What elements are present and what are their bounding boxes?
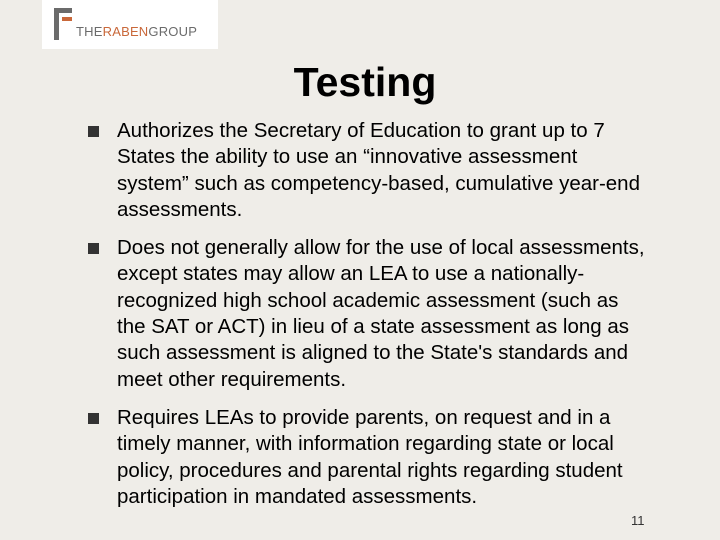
bullet-text: Requires LEAs to provide parents, on request and in a timely manner, with information regarding state or local policy, procedures and parental rights regarding student participation in mandated assessments.: [117, 405, 623, 508]
logo-mark-icon: [54, 8, 72, 40]
page-number: 11: [631, 513, 645, 528]
bullet-text: Does not generally allow for the use of local assessments, except states may allow an LEA to use a nationally-recognized high school academic assessment (such as the SAT or ACT) in lieu of a state assessment as long as such assessment is aligned to the State's standards and meet other requirements.: [117, 236, 645, 391]
logo-text-raben: RABEN: [102, 24, 149, 39]
square-bullet-icon: [88, 413, 99, 424]
square-bullet-icon: [88, 126, 99, 137]
bullet-item: [0, 235, 647, 393]
slide-title: Testing: [293, 59, 437, 105]
bullet-item: [0, 118, 647, 223]
square-bullet-icon: [88, 243, 99, 254]
bullet-text: Authorizes the Secretary of Education to grant up to 7 States the ability to use an “innovative assessment system” such as competency-based, cumulative year-end assessments.: [117, 119, 640, 221]
bullet-list: [0, 118, 720, 522]
logo-text-the: THE: [76, 24, 103, 39]
company-logo: [42, 0, 218, 49]
logo-text-group: GROUP: [148, 24, 198, 39]
bullet-item: [0, 405, 647, 510]
logo-text: [76, 24, 197, 39]
